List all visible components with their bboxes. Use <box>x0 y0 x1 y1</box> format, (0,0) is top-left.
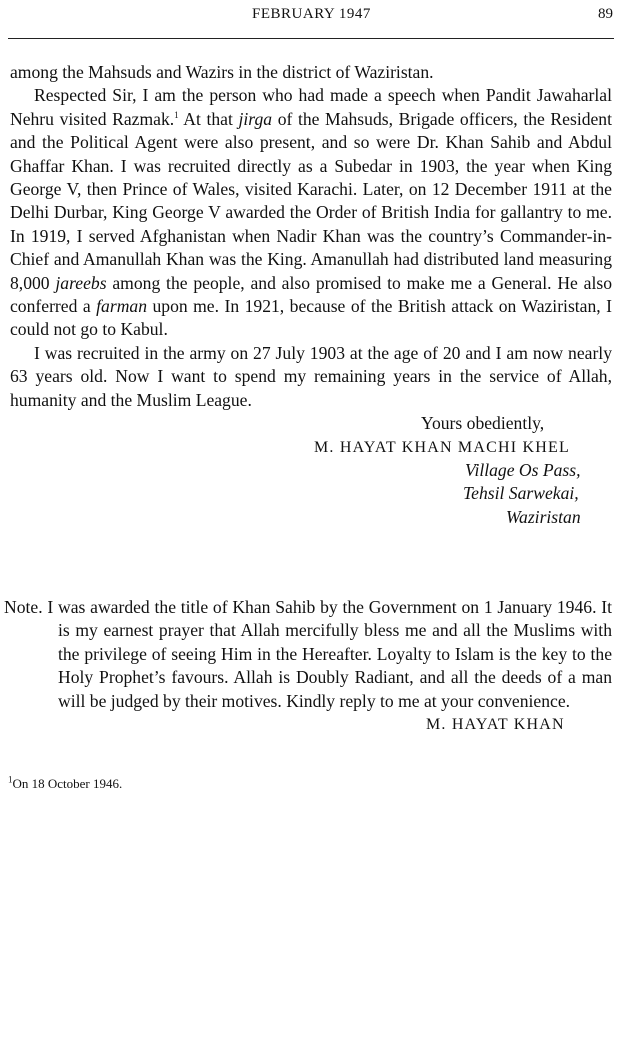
footnote <box>8 776 122 792</box>
page-header <box>10 6 613 28</box>
paragraph-2-text-c: of the Mahsuds, Brigade officers, the Resident and the Political Agent were also present, and so were Dr. Khan Sahib and Abdul Ghaffar Khan. I was recruited directly as a Subedar in 1903, the year when King George V, then Prince of Wales, visited Karachi. Later, on 12 December 1911 at the Delhi Durbar, King George V awarded the Order of British India for gallantry to me. In 1919, I served Afghanistan when Nadir Khan was the country’s Commander-in-Chief and Amanullah Khan was the King. Amanullah had distributed land measuring 8,000 <box>10 108 612 293</box>
address-line-3: Waziristan <box>506 506 581 527</box>
page-number: 89 <box>598 6 613 22</box>
paragraph-2-text-d: among the people, and also promised to make me a General. He also conferred a <box>10 272 613 317</box>
paragraph-2-text-e: upon me. In 1921, because of the British attack on Waziristan, I could not go to Kabul. <box>10 296 613 340</box>
signoff-block <box>10 412 612 529</box>
signature: M. HAYAT KHAN MACHI KHEL <box>314 438 570 456</box>
footnote-reference: 1 <box>174 109 179 120</box>
footnote-mark: 1 <box>8 774 13 785</box>
paragraph-1: among the Mahsuds and Wazirs in the district of Waziristan. <box>10 62 434 82</box>
note-signature: M. HAYAT KHAN <box>426 716 565 734</box>
term-jirga: jirga <box>238 108 273 129</box>
paragraph-3: I was recruited in the army on 27 July 1903 at the age of 20 and I am now nearly 63 years old. Now I want to spend my remaining years in the service of Allah, humanity and the Muslim League. <box>10 342 612 410</box>
term-jareebs: jareebs <box>55 272 107 293</box>
letter-body <box>10 61 612 529</box>
paragraph-2-text-a: Respected Sir, I am the person who had made a speech when Pandit Jawaharlal Nehru visited Razmak. <box>10 85 612 129</box>
note-block <box>4 596 612 736</box>
note-text: Note. I was awarded the title of Khan Sahib by the Government on 1 January 1946. It is my earnest prayer that Allah mercifully bless me and all the Muslims with the privilege of seeing Him in the Hereafter. Loyalty to Islam is the key to the Holy Prophet’s favours. Allah is Doubly Radiant, and all the deeds of a man will be judged by their motives. Kindly reply to me at your convenience. <box>4 597 612 711</box>
paragraph-2-text-b: At that <box>178 108 239 129</box>
address-line-1: Village Os Pass, <box>465 459 581 480</box>
paragraph-2 <box>10 84 612 341</box>
footnote-text: On 18 October 1946. <box>12 776 123 791</box>
running-head: FEBRUARY 1947 <box>252 6 371 22</box>
address-line-2: Tehsil Sarwekai, <box>463 483 579 504</box>
closing-line: Yours obediently, <box>421 413 545 434</box>
term-farman: farman <box>96 296 147 317</box>
header-rule <box>8 38 614 39</box>
